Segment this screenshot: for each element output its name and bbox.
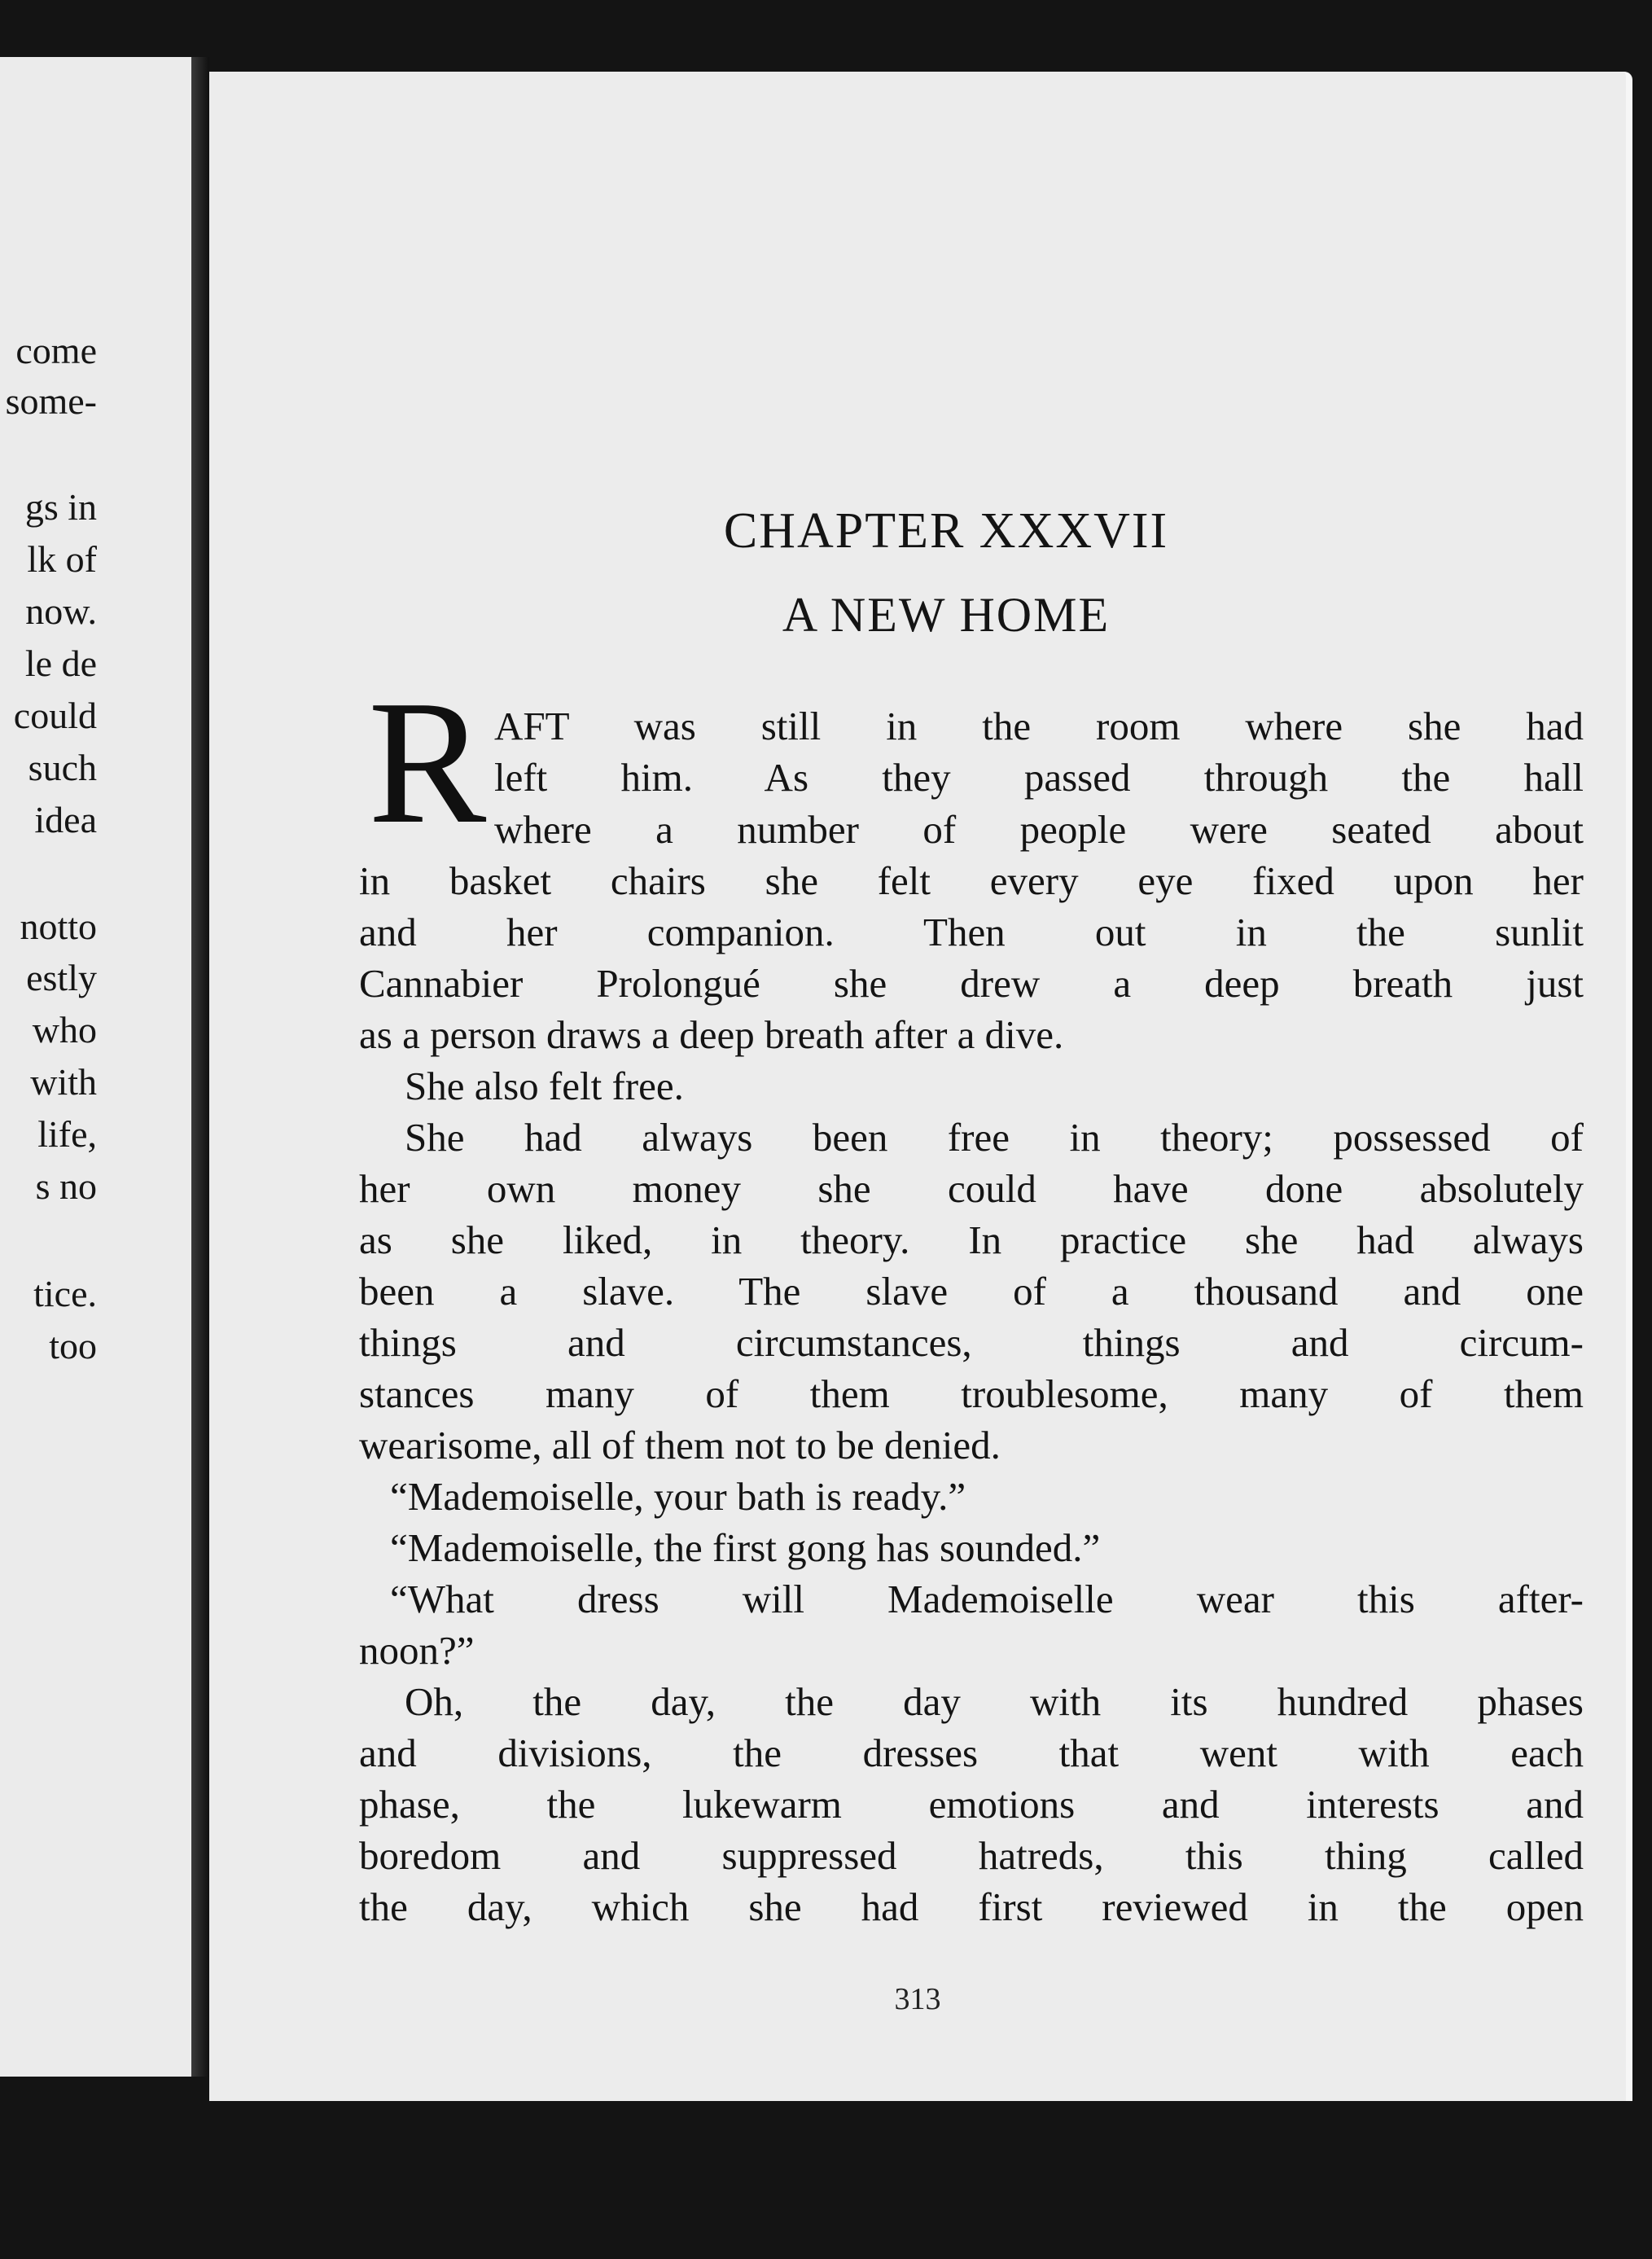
body-line: in basket chairs she felt every eye fixed upon her	[359, 858, 1584, 903]
body-line: She also felt free.	[405, 1064, 684, 1108]
body-line: been a slave. The slave of a thousand and one	[359, 1269, 1584, 1314]
body-line: phase, the lukewarm emotions and interests and	[359, 1782, 1584, 1827]
drop-cap: R	[368, 665, 487, 861]
body-line: Cannabier Prolongué she drew a deep breath just	[359, 961, 1584, 1006]
left-page-line: come	[15, 330, 97, 371]
scan-background	[209, 2101, 1634, 2259]
body-line: “What dress will Mademoiselle wear this after-	[390, 1577, 1584, 1621]
body-line: AFT was still in the room where she had	[494, 704, 1584, 748]
body-line: as a person draws a deep breath after a dive.	[359, 1012, 1064, 1057]
left-page-line: s no	[35, 1165, 97, 1207]
body-line: “Mademoiselle, your bath is ready.”	[390, 1474, 966, 1519]
left-page-line: life,	[37, 1113, 97, 1155]
left-page-line: some-	[5, 380, 97, 422]
body-line: where a number of people were seated about	[494, 807, 1584, 852]
left-page-line: now.	[25, 590, 97, 632]
body-line: boredom and suppressed hatreds, this thing called	[359, 1833, 1584, 1878]
body-line: the day, which she had first reviewed in the open	[359, 1884, 1584, 1929]
body-line: She had always been free in theory; possessed of	[405, 1115, 1584, 1160]
body-line: as she liked, in theory. In practice she had always	[359, 1217, 1584, 1262]
left-page-line: could	[13, 695, 97, 736]
left-page-line: too	[49, 1325, 97, 1366]
left-page-line: lk of	[27, 538, 97, 580]
left-page-line: estly	[26, 957, 97, 998]
page-number: 313	[894, 1982, 941, 2016]
book-gutter	[191, 57, 209, 2077]
body-line: “Mademoiselle, the first gong has sounded.”	[390, 1525, 1101, 1570]
body-line: noon?”	[359, 1628, 475, 1673]
previous-page-fragment	[0, 57, 191, 2077]
body-line: left him. As they passed through the hall	[494, 755, 1584, 800]
left-page-line: who	[32, 1009, 97, 1051]
body-line: things and circumstances, things and circum-	[359, 1320, 1584, 1365]
left-page-line: le de	[24, 643, 97, 684]
body-line: her own money she could have done absolutely	[359, 1166, 1584, 1211]
chapter-title: CHAPTER XXXVII	[723, 503, 1169, 559]
left-page-line: gs in	[24, 486, 97, 528]
left-page-line: such	[28, 747, 97, 788]
chapter-name: A NEW HOME	[782, 588, 1111, 642]
body-line: and divisions, the dresses that went with each	[359, 1730, 1584, 1775]
body-line: and her companion. Then out in the sunlit	[359, 910, 1584, 954]
body-line: Oh, the day, the day with its hundred phases	[405, 1679, 1584, 1724]
left-page-line: tice.	[33, 1273, 97, 1314]
left-page-line: with	[30, 1061, 97, 1103]
body-line: wearisome, all of them not to be denied.	[359, 1423, 1001, 1467]
body-line: stances many of them troublesome, many of them	[359, 1371, 1584, 1416]
book-page	[209, 72, 1632, 2101]
left-page-line: notto	[20, 906, 97, 947]
left-page-line: idea	[34, 799, 97, 840]
